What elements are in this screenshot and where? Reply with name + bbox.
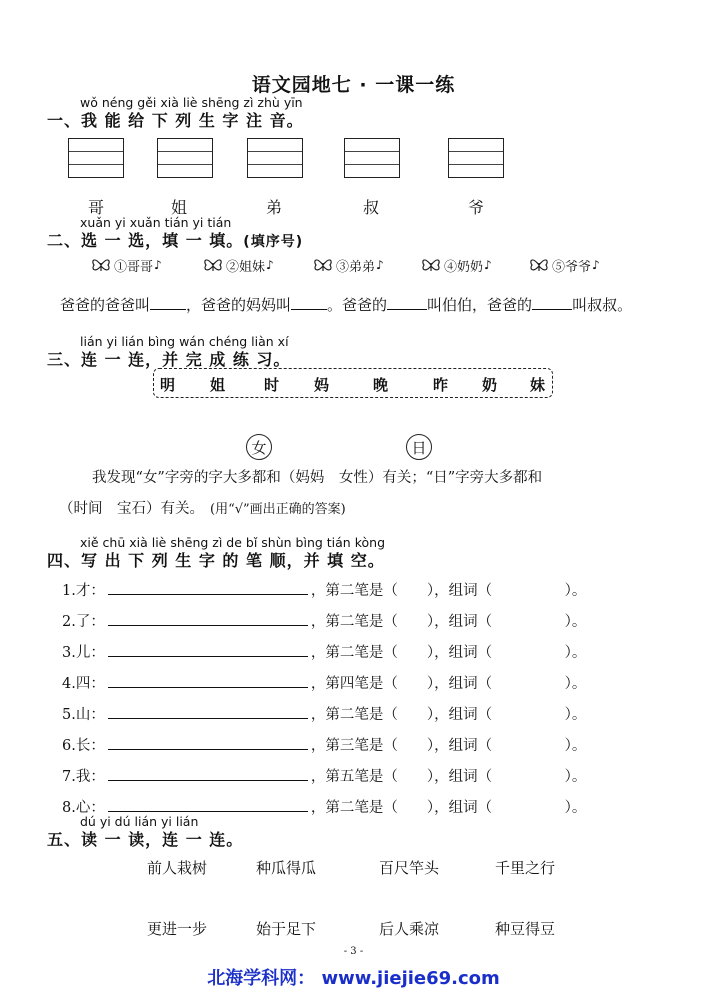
music-note-icon: ♪ — [266, 258, 274, 272]
butterfly-icon — [90, 254, 112, 276]
row-label: 7.我： — [62, 769, 105, 785]
stroke-row — [62, 703, 586, 724]
pinyin-writing-box[interactable] — [157, 138, 213, 178]
option-chip — [528, 250, 600, 280]
option-label: ③弟弟 — [336, 259, 376, 275]
q3-text-line1: 我发现“女”字旁的字大多都和（妈妈 女性）有关；“日”字旁大多都和 — [92, 470, 543, 486]
stroke-row — [62, 610, 586, 631]
sentence-part: ，爸爸的妈妈叫 — [186, 296, 292, 314]
q2-heading-note: (填序号) — [243, 234, 304, 250]
q3-char[interactable]: 晚 — [373, 376, 389, 394]
sentence-part: 叫叔叔。 — [572, 296, 633, 314]
stroke-order-line[interactable] — [108, 613, 308, 626]
option-chip — [202, 250, 274, 280]
q1-char: 叔 — [362, 198, 379, 217]
row-question: ，第二笔是（ ），组词（ ）。 — [310, 645, 587, 661]
q2-pinyin: xuǎn yi xuǎn tián yi tián — [80, 215, 232, 230]
row-question: ，第二笔是（ ），组词（ ）。 — [310, 707, 587, 723]
option-chip — [420, 250, 492, 280]
phrase-bottom[interactable]: 后人乘凉 — [379, 920, 440, 938]
option-label: ④奶奶 — [444, 259, 484, 275]
phrase-top[interactable]: 前人栽树 — [147, 859, 208, 877]
butterfly-icon — [312, 254, 334, 276]
row-question: ，第三笔是（ ），组词（ ）。 — [310, 738, 587, 754]
radical-circle[interactable]: 女 — [246, 434, 272, 460]
q5-pinyin: dú yi dú lián yi lián — [80, 814, 199, 829]
option-label: ②姐妹 — [226, 259, 266, 275]
q3-text-line2 — [59, 497, 346, 518]
pinyin-writing-box[interactable] — [68, 138, 124, 178]
stroke-order-line[interactable] — [108, 706, 308, 719]
answer-blank[interactable] — [532, 295, 572, 310]
row-label: 2.了： — [62, 614, 105, 630]
q3-char[interactable]: 昨 — [433, 376, 449, 394]
music-note-icon: ♪ — [484, 258, 492, 272]
stroke-order-line[interactable] — [108, 768, 308, 781]
music-note-icon: ♪ — [376, 258, 384, 272]
row-question: ，第二笔是（ ），组词（ ）。 — [310, 583, 587, 599]
q3-text: （时间 宝石）有关。 — [59, 501, 204, 517]
row-question: ，第四笔是（ ），组词（ ）。 — [310, 676, 587, 692]
q3-pinyin: lián yi lián bìng wán chéng liàn xí — [80, 334, 289, 349]
stroke-row — [62, 672, 586, 693]
answer-blank[interactable] — [387, 295, 427, 310]
butterfly-icon — [420, 254, 442, 276]
q5-heading: 五、读 一 读，连 一 连。 — [47, 830, 244, 849]
q3-char[interactable]: 姐 — [210, 376, 226, 394]
answer-blank[interactable] — [150, 295, 186, 310]
q1-pinyin: wǒ néng gěi xià liè shēng zì zhù yīn — [80, 95, 303, 110]
q2-heading — [47, 228, 303, 251]
q3-heading: 三、连 一 连，并 完 成 练 习。 — [47, 350, 291, 369]
music-note-icon: ♪ — [154, 258, 162, 272]
phrase-top[interactable]: 百尺竿头 — [379, 859, 440, 877]
pinyin-writing-box[interactable] — [448, 138, 504, 178]
stroke-order-line[interactable] — [108, 799, 308, 812]
stroke-row — [62, 579, 586, 600]
q3-char[interactable]: 时 — [264, 376, 280, 394]
q2-heading-text: 二、选 一 选，填 一 填。 — [47, 231, 244, 250]
sentence-part: 。爸爸的 — [327, 296, 388, 314]
row-label: 5.山： — [62, 707, 105, 723]
q1-char: 姐 — [170, 198, 187, 217]
q3-char[interactable]: 奶 — [482, 376, 498, 394]
page-title: 语文园地七 · 一课一练 — [251, 74, 456, 96]
q3-char[interactable]: 明 — [160, 376, 176, 394]
radical-circle[interactable]: 日 — [406, 434, 432, 460]
q1-char: 爷 — [467, 198, 484, 217]
stroke-order-line[interactable] — [108, 582, 308, 595]
row-label: 4.四： — [62, 676, 105, 692]
option-label: ⑤爷爷 — [552, 259, 592, 275]
option-chip — [312, 250, 384, 280]
row-label: 8.心： — [62, 800, 105, 816]
q1-char: 哥 — [87, 198, 104, 217]
row-question: ，第二笔是（ ），组词（ ）。 — [310, 800, 587, 816]
stroke-row — [62, 734, 586, 755]
butterfly-icon — [202, 254, 224, 276]
phrase-bottom[interactable]: 种豆得豆 — [495, 920, 556, 938]
stroke-order-line[interactable] — [108, 675, 308, 688]
q3-char[interactable]: 妈 — [314, 376, 330, 394]
music-note-icon: ♪ — [592, 258, 600, 272]
q3-char[interactable]: 妹 — [530, 376, 546, 394]
q1-heading: 一、我 能 给 下 列 生 字 注 音。 — [47, 111, 304, 130]
row-label: 3.儿： — [62, 645, 105, 661]
sentence-part: 叫伯伯，爸爸的 — [427, 296, 533, 314]
phrase-bottom[interactable]: 始于足下 — [256, 920, 317, 938]
q4-heading: 四、写 出 下 列 生 字 的 笔 顺，并 填 空。 — [47, 551, 385, 570]
pinyin-writing-box[interactable] — [344, 138, 400, 178]
butterfly-icon — [528, 254, 550, 276]
option-chip — [90, 250, 162, 280]
option-label: ①哥哥 — [114, 259, 154, 275]
q3-text-note: (用“√”画出正确的答案) — [210, 502, 346, 517]
stroke-order-line[interactable] — [108, 644, 308, 657]
q1-char: 弟 — [265, 198, 282, 217]
answer-blank[interactable] — [291, 295, 327, 310]
phrase-bottom[interactable]: 更进一步 — [147, 920, 208, 938]
stroke-order-line[interactable] — [108, 737, 308, 750]
stroke-row — [62, 765, 586, 786]
phrase-top[interactable]: 千里之行 — [495, 859, 556, 877]
q4-pinyin: xiě chū xià liè shēng zì de bǐ shùn bìng tián kòng — [80, 535, 385, 550]
row-label: 6.长： — [62, 738, 105, 754]
stroke-row — [62, 641, 586, 662]
sentence-part: 爸爸的爸爸叫 — [60, 296, 151, 314]
page-number: - 3 - — [343, 946, 364, 957]
pinyin-writing-box[interactable] — [247, 138, 303, 178]
footer-watermark: 北海学科网： www.jiejie69.com — [207, 968, 500, 989]
phrase-top[interactable]: 种瓜得瓜 — [256, 859, 317, 877]
row-label: 1.才： — [62, 583, 105, 599]
row-question: ，第二笔是（ ），组词（ ）。 — [310, 614, 587, 630]
q2-sentence — [60, 294, 632, 315]
row-question: ，第五笔是（ ），组词（ ）。 — [310, 769, 587, 785]
